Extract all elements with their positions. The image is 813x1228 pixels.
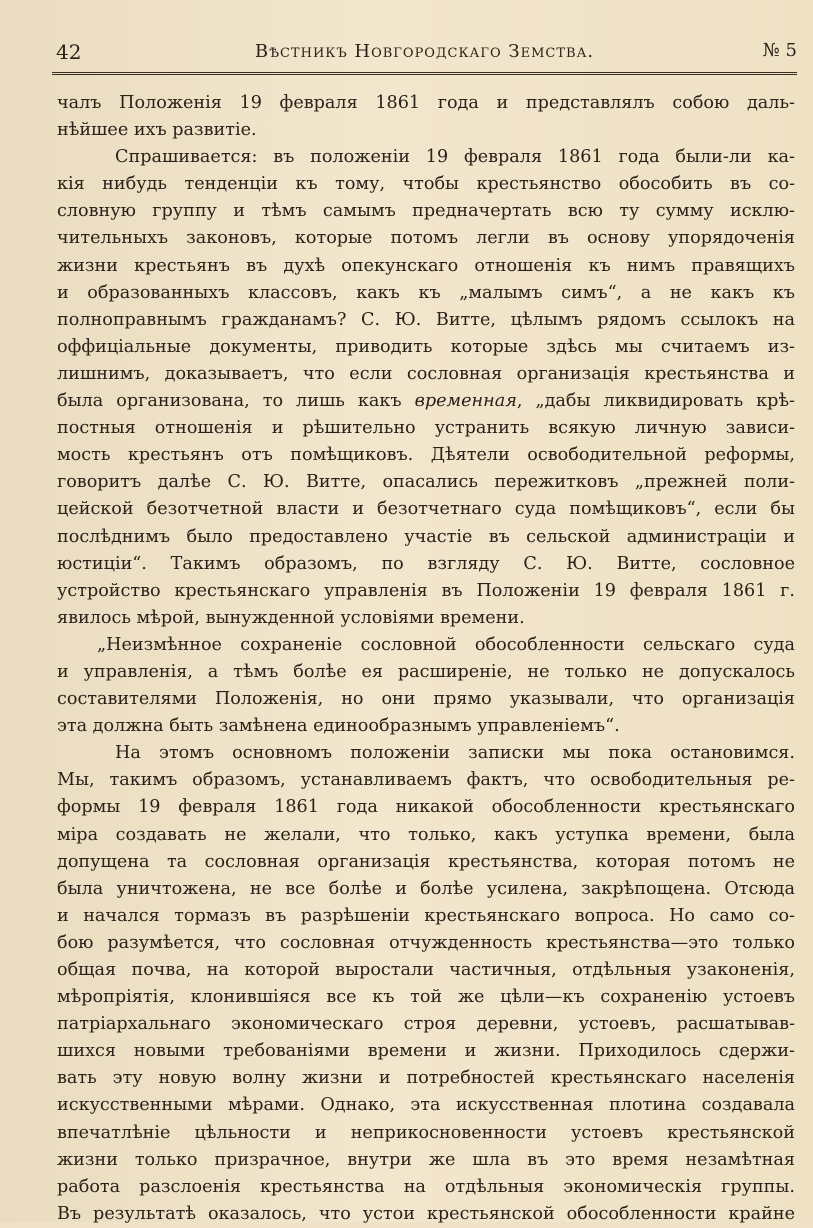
journal-title: Вѣстникъ Новгородскаго Земства. (254, 41, 595, 62)
text-line: эта должна быть замѣнена единообразнымъ управленіемъ“. (57, 716, 620, 737)
text-line: и управленія, а тѣмъ болѣе ея расширеніе, не только не допускалось (57, 661, 795, 682)
text-line: На этомъ основномъ положеніи записки мы пока остановимся. (115, 743, 795, 764)
text-line: мость крестьянъ отъ помѣщиковъ. Дѣятели освободительной реформы, (57, 445, 795, 466)
text-line: была уничтожена, не все болѣе и болѣе усилена, закрѣпощена. Отсюда (57, 878, 795, 899)
text-line: искусственными мѣрами. Однако, эта искусственная плотина создавала (57, 1095, 795, 1116)
text-line: юстиціи“. Такимъ образомъ, по взгляду С. Ю. Витте, сословное (57, 553, 795, 574)
text-line: работа разслоенія крестьянства на отдѣльныя экономическія группы. (57, 1176, 795, 1197)
text-line: чительныхъ законовъ, которые потомъ легли въ основу упорядоченія (57, 228, 795, 249)
text-line: чалъ Положенія 19 февраля 1861 года и представлялъ собою даль- (57, 93, 795, 113)
text-line: явилось мѣрой, вынужденной условіями времени. (57, 607, 525, 628)
text-line: была организована, то лишь какъ временная, „дабы ликвидировать крѣ- (57, 391, 795, 412)
text-line: постныя отношенія и рѣшительно устранить всякую личную зависи- (57, 418, 795, 439)
text-line: бою разумѣется, что сословная отчужденность крестьянства—это только (57, 932, 795, 953)
text-line: общая почва, на которой выростали частичныя, отдѣльныя узаконенія, (57, 960, 795, 980)
text-line: нѣйшее ихъ развитіе. (57, 120, 257, 141)
running-header (52, 36, 797, 75)
text-line: составителями Положенія, но они прямо указывали, что организація (57, 689, 795, 710)
text-line: „Неизмѣнное сохраненіе сословной обособленности сельскаго суда (97, 634, 795, 655)
text-line: цейской безотчетной власти и безотчетнаго суда помѣщиковъ“, если бы (57, 499, 795, 520)
text-line: впечатлѣніе цѣльности и неприкосновенности устоевъ крестьянской (57, 1122, 795, 1143)
text-line: словную группу и тѣмъ самымъ предначертать всю ту сумму исклю- (57, 201, 795, 222)
text-line: шихся новыми требованіями времени и жизни. Приходилось сдержи- (57, 1041, 795, 1062)
text-line: кія нибудь тенденціи къ тому, чтобы крестьянство обособить въ со- (57, 174, 795, 195)
text-line: мѣропріятія, клонившіяся все къ той же цѣли—къ сохраненію устоевъ (57, 987, 795, 1008)
text-line: формы 19 февраля 1861 года никакой обособленности крестьянскаго (57, 797, 795, 818)
text-line: полноправнымъ гражданамъ? С. Ю. Витте, цѣлымъ рядомъ ссылокъ на (57, 309, 795, 330)
text-line: и начался тормазъ въ разрѣшеніи крестьянскаго вопроса. Но само со- (57, 905, 795, 926)
text-line: устройство крестьянскаго управленія въ Положеніи 19 февраля 1861 г. (57, 580, 795, 601)
text-line: и образованныхъ классовъ, какъ къ „малымъ симъ“, а не какъ къ (57, 282, 795, 303)
text-line: говоритъ далѣе С. Ю. Витте, опасались пережитковъ „прежней поли- (57, 472, 795, 493)
text-line: послѣднимъ было предоставлено участіе въ сельской администраціи и (57, 526, 795, 547)
issue-number: № 5 (762, 40, 797, 61)
page-number: 42 (56, 40, 82, 64)
text-line: допущена та сословная организація крестьянства, которая потомъ не (57, 851, 795, 872)
text-line: Мы, такимъ образомъ, устанавливаемъ фактъ, что освободительныя ре- (57, 770, 795, 791)
emphasized-word: временная (414, 391, 517, 412)
text-line: вать эту новую волну жизни и потребностей крестьянскаго населенія (57, 1068, 795, 1089)
text-line: Въ результатѣ оказалось, что устои крестьянской обособленности крайне (57, 1203, 795, 1224)
text-line: патріархальнаго экономическаго строя деревни, устоевъ, расшатывав- (57, 1014, 795, 1035)
text-line: жизни только призрачное, внутри же шла въ это время незамѣтная (57, 1149, 795, 1170)
text-line: міра создавать не желали, что только, какъ уступка времени, была (57, 824, 795, 845)
page-body-text (57, 90, 795, 1228)
text-line: Спрашивается: въ положеніи 19 февраля 1861 года были-ли ка- (115, 147, 795, 168)
text-line: оффиціальные документы, приводить которые здѣсь мы считаемъ из- (57, 336, 795, 357)
text-line: лишнимъ, доказываетъ, что если сословная организація крестьянства и (57, 363, 795, 384)
text-line: жизни крестьянъ въ духѣ опекунскаго отношенія къ нимъ правящихъ (57, 255, 795, 276)
